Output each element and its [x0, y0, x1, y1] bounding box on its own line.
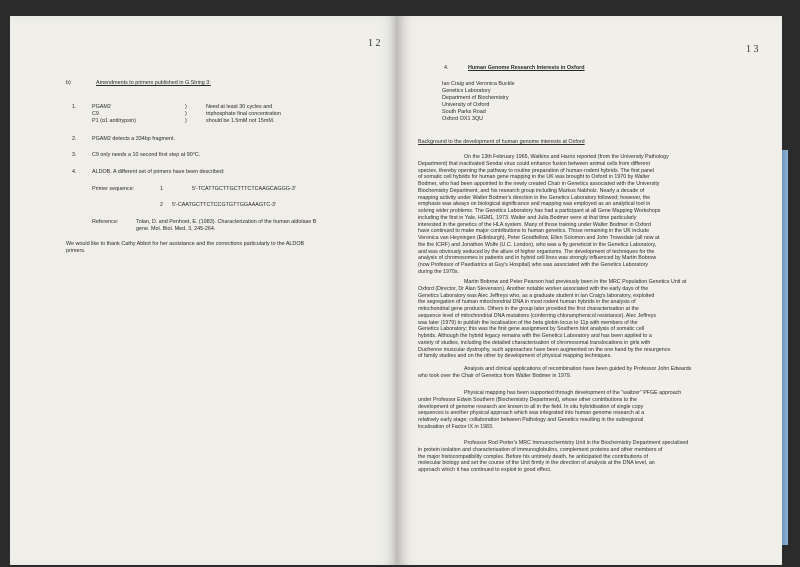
paragraph-line: localisation of Factor IX in 1983.	[418, 423, 494, 430]
reference-line: Tolan, D. and Penhoet, E. (1983). Characterization of the human aldolase B	[136, 219, 317, 225]
item-1-note-line: Need at least 30 cycles and	[206, 104, 273, 110]
reference-label: Reference:	[92, 219, 119, 225]
paragraph-line: and was obviously seduced by the allure of higher organisms. The development of techniques for the	[418, 248, 655, 255]
paragraph	[418, 366, 691, 380]
paragraph-line: mapping activity under Walter Bodmer's direction in the Genetics Laboratory followed; however, the	[418, 194, 651, 201]
paragraph	[418, 390, 681, 431]
gene-p1: P1 (α1 antitrypsin)	[92, 118, 136, 124]
paragraph-line: mitochondrial gene products. Others in the group later provided the first characterisation at the	[418, 306, 639, 312]
page-number-left: 1 2	[368, 38, 381, 49]
paragraph-line: development of genome research are known to all in the field. In situ hybridisation of single copy	[418, 403, 644, 410]
item-1-number: 1.	[72, 104, 77, 110]
right-page	[398, 16, 782, 565]
left-page	[10, 16, 398, 565]
paragraph-line: in protein isolation and characterisation of immunoglobulins, complement proteins and other members of	[418, 446, 663, 453]
paragraph-line: Professor Rod Porter's MRC Immunochemistry Unit in the Biochemistry Department specialised	[464, 440, 689, 446]
reference-line: gene. Mol. Biol. Med. 3, 245-264.	[136, 226, 216, 232]
paragraph-line: Genetics Laboratory; this was the first gene assignment by Southern blot analysis of somatic cell	[418, 326, 645, 333]
gene-c9: C9	[92, 111, 99, 117]
paragraph-line: under Professor Edwin Southern (Biochemistry Department), whose other contributions to the	[418, 396, 638, 403]
paragraph-line: sequences is another physical approach which was integrated into human genome research at a	[418, 410, 645, 417]
paragraph-line: the the ICRF) and Jonathon Wolfe (U.C. London), who was a fly geneticist in the Genetics Laboratory,	[418, 241, 657, 248]
paragraph	[418, 279, 686, 360]
bracket: )	[185, 111, 187, 117]
primer-sequence: 5'-TCATTGCTTGCTTTCTCAAGCAGGG-3'	[192, 186, 296, 192]
section-4-title: Human Genome Research Interests in Oxford	[468, 65, 585, 71]
paragraph-line: molecular biology and set the course of the Unit firmly in the direction of analysis at the DNA level, an	[418, 460, 655, 467]
page-edge	[782, 150, 788, 545]
paragraph-line: of family studies and on the other by development of physical mapping techniques.	[418, 353, 612, 360]
address-line: South Parks Road	[442, 109, 486, 115]
background-heading: Background to the development of human genome interests at Oxford	[418, 139, 585, 145]
paragraph-line: Veronica van Heyningen (Edinburgh), Peter Goodfellow, Ellen Solomon and John Trowsdale (all now at	[418, 235, 660, 241]
primer-label: Primer sequence:	[92, 186, 135, 192]
section-b-title: Amendments to primers published in G.String 3:	[96, 80, 211, 86]
address-line: Ian Craig and Veronica Buckle	[442, 81, 515, 87]
paragraph-line: analysis of chromosomes in patients and in hybrid cell lines was strongly influenced by Martin Bobrow	[418, 255, 657, 262]
section-b-marker: b)	[66, 80, 71, 86]
paragraph-line: Department) that inactivated Sendai virus could enhance fusion between animal cells from different	[418, 160, 650, 167]
paragraph-line: during the 1970s.	[418, 268, 459, 275]
address-line: University of Oxford	[442, 102, 490, 108]
paragraph-line: the segregation of human mitochondrial DNA in most rodent human hybrids in the analysis of	[418, 299, 636, 306]
paragraph	[418, 154, 669, 276]
paragraph-line: the major histocompatibility complex. Before his untimely death, he anticipated the contributions of	[418, 453, 648, 460]
paragraph-line: variety of studies, including the detailed characterisation of chromosomal translocations in girls with	[418, 339, 651, 346]
paragraph-line: (now Professor of Paediatrics at Guy's Hospital) who was associated with the Genetics Laboratory	[418, 262, 649, 268]
paragraph	[418, 440, 688, 474]
paragraph-line: Physical mapping has been supported through development of the "waltzer" PFGE approach	[464, 390, 682, 396]
paragraph-line: including the first in Yale, HGM1, 1973. Walter and Julia Bodmer were at that time particularly	[418, 214, 637, 221]
item-1-note-line: triphosphate final concentration	[206, 111, 281, 117]
section-4-number: 4.	[444, 65, 449, 71]
primer-index: 2	[160, 202, 163, 208]
paragraph-line: solving wider problems. The Genetics Laboratory has had a participant at all Gene Mapping Workshops	[418, 208, 661, 214]
gene-pgam2: PGAM2	[92, 104, 111, 110]
thanks-line: primers.	[66, 248, 86, 254]
item-1-note-line: should be 1.5mM not 15mM.	[206, 118, 275, 124]
address-line: Genetics Laboratory	[442, 88, 491, 94]
paragraph-line: relatively early stage; collaboration between Pathology and Genetics resulting in the subregional	[418, 417, 644, 423]
paragraph-line: hybrids. Although the hybrid legacy remains with the Genetics Laboratory and has been applied to a	[418, 333, 652, 339]
item-3-text: C9 only needs a 10 second first step at 90°C.	[92, 152, 201, 158]
paragraph-line: Analysis and clinical applications of recombination have been guided by Professor John Edwards	[464, 366, 692, 372]
paragraph-line: On the 13th February 1965, Watkins and Harris reported (from the University Pathology	[464, 154, 669, 160]
thanks-line: We would like to thank Cathy Abbot for her assistance and the corrections particularly to the ALDOB	[66, 241, 305, 247]
item-2-text: PGAM2 detects a 334bp fragment.	[92, 136, 176, 142]
paragraph-line: sequence level of mitochondrial DNA mutations (conferring chloramphenicol resistance). Alec Jeffreys	[418, 312, 657, 319]
paragraph-line: have continued to make major contributions to human genetics. Those remaining in the UK include	[418, 228, 650, 235]
paragraph-line: approach which it has continued to exploit to good effect.	[418, 467, 552, 473]
paragraph-line: Genetics Laboratory was Alec Jeffreys who, as a graduate student in Ian Craig's laboratory, exploited	[418, 292, 655, 299]
primer-index: 1	[160, 186, 163, 192]
paragraph-line: species, thereby opening the pathway to routine preparation of human-rodent hybrids. The first panel	[418, 167, 655, 174]
paragraph-line: Biochemistry Department, and his research group including Markus Nabholz. Nearly a decade of	[418, 187, 645, 194]
address-line: Oxford OX1 3QU	[442, 116, 484, 122]
item-3-number: 3.	[72, 152, 77, 158]
paragraph-line: who took over the Chair of Genetics from Walter Bodmer in 1979.	[418, 372, 572, 379]
item-4-number: 4.	[72, 169, 77, 175]
item-4-text: ALDOB. A different set of primers have been described:	[92, 169, 225, 175]
paragraph-line: interested in the genetics of the HLA system. Many of those training under Walter Bodmer in Oxford	[418, 221, 651, 228]
bracket: )	[185, 104, 187, 110]
paragraph-line: Duchenne muscular dystrophy, such approaches have been augmented on the one hand by the resurgence	[418, 346, 671, 353]
bracket: )	[185, 118, 187, 124]
paragraph-line: Bodmer, who had been appointed to the newly created Chair in Genetics associated with the University	[418, 181, 660, 187]
paragraph-line: emphasis was always on biological significance and mapping was employed as an analytical tool in	[418, 201, 651, 208]
item-2-number: 2.	[72, 136, 77, 142]
paragraph-line: Martin Bobrow and Peter Pearson had previously been in the MRC Population Genetics Unit at	[464, 279, 687, 285]
page-number-right: 1 3	[746, 44, 759, 55]
primer-sequence: 5'-CAATGCTTCTCCGTGTTGGAAAGTC-3'	[172, 202, 277, 208]
address-line: Department of Biochemistry	[442, 95, 509, 101]
paragraph-line: was later (1979) to publish the localisation of the beta globin locus to 11p with members of the	[418, 319, 638, 326]
paragraph-line: Oxford (Director, Dr Alan Stevenson). Another notable worker associated with the early days of the	[418, 285, 649, 292]
paragraph-line: of somatic cell hybrids for human gene mapping in the UK was brought to Oxford in 1970 by Walter	[418, 174, 650, 181]
